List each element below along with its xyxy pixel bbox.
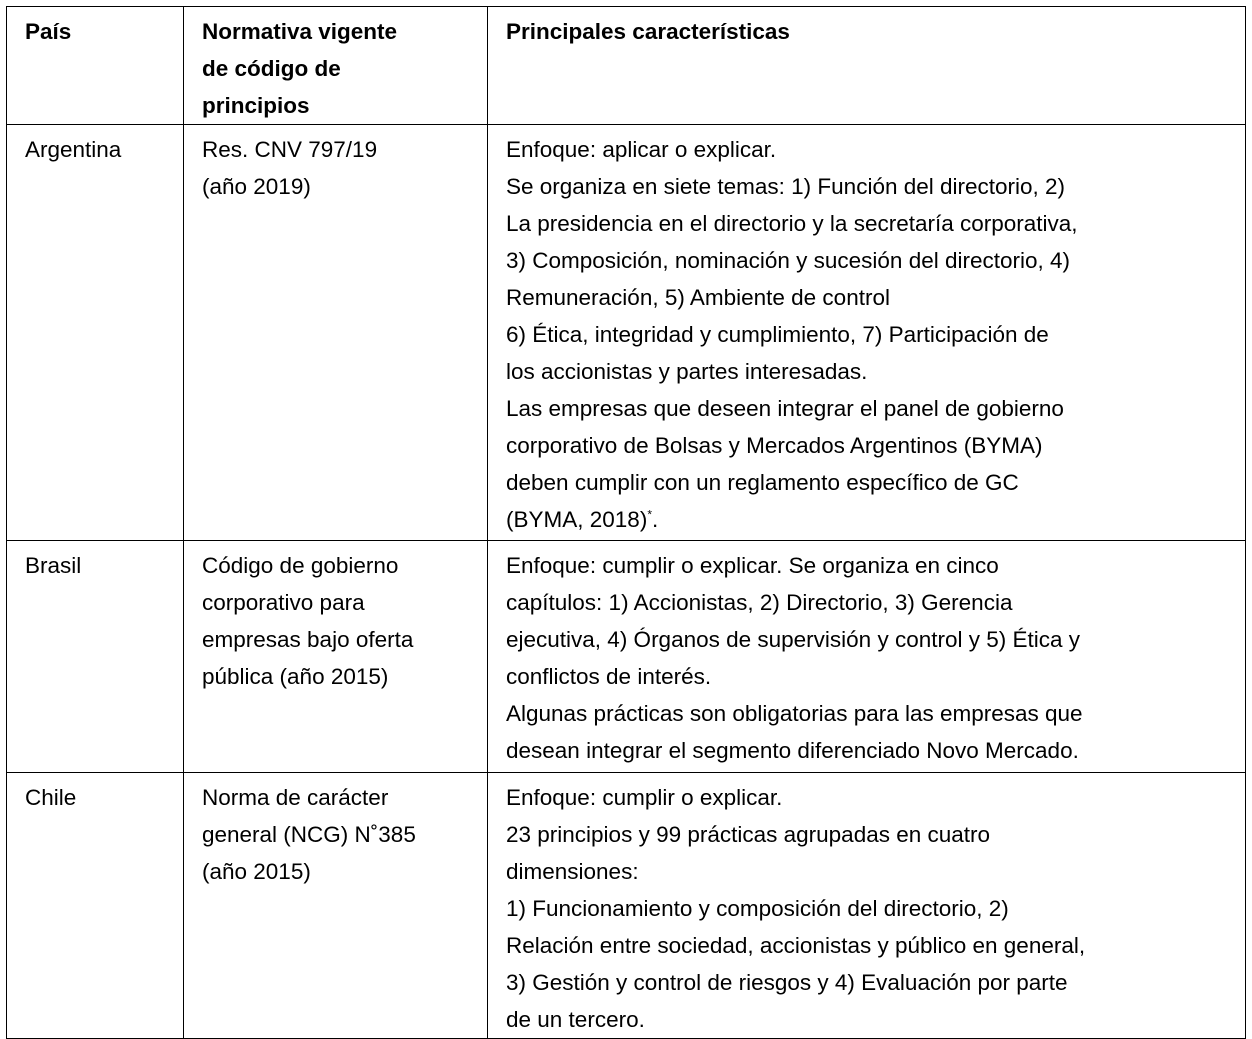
features-text: 3) Gestión y control de riesgos y 4) Evaluación por parte xyxy=(506,970,1068,995)
regulation-line: general (NCG) N˚385 xyxy=(202,822,416,847)
header-regulation-line: Normativa vigente xyxy=(202,19,398,44)
country-cell: Chile xyxy=(7,773,184,1039)
governance-codes-table xyxy=(6,6,1246,1039)
features-line xyxy=(506,816,1245,853)
features-text: 6) Ética, integridad y cumplimiento, 7) Participación de xyxy=(506,322,1049,347)
features-text: deben cumplir con un reglamento específico de GC xyxy=(506,470,1019,495)
features-line xyxy=(506,732,1245,769)
features-text: los accionistas y partes interesadas. xyxy=(506,359,868,384)
table-row xyxy=(7,125,1246,541)
features-line xyxy=(506,584,1245,621)
features-text: La presidencia en el directorio y la secretaría corporativa, xyxy=(506,211,1078,236)
features-cell xyxy=(488,773,1246,1039)
footnote-mark: * xyxy=(647,507,652,522)
features-line xyxy=(506,658,1245,695)
features-line xyxy=(506,427,1245,464)
features-line xyxy=(506,1001,1245,1038)
country-cell: Argentina xyxy=(7,125,184,541)
regulation-line: Código de gobierno xyxy=(202,553,399,578)
features-line xyxy=(506,205,1245,242)
features-line xyxy=(506,316,1245,353)
features-line xyxy=(506,131,1245,168)
features-text: Las empresas que deseen integrar el panel de gobierno xyxy=(506,396,1064,421)
features-text: corporativo de Bolsas y Mercados Argentinos (BYMA) xyxy=(506,433,1043,458)
features-text: 3) Composición, nominación y sucesión del directorio, 4) xyxy=(506,248,1071,273)
header-row xyxy=(7,7,1246,125)
regulation-line: (año 2019) xyxy=(202,174,311,199)
features-line xyxy=(506,779,1245,816)
regulation-cell xyxy=(184,773,488,1039)
features-text: Relación entre sociedad, accionistas y público en general, xyxy=(506,933,1086,958)
features-line xyxy=(506,695,1245,732)
features-text: de un tercero. xyxy=(506,1007,645,1032)
features-line xyxy=(506,242,1245,279)
features-cell xyxy=(488,541,1246,773)
features-line xyxy=(506,964,1245,1001)
features-line xyxy=(506,853,1245,890)
features-text: capítulos: 1) Accionistas, 2) Directorio, 3) Gerencia xyxy=(506,590,1013,615)
features-line xyxy=(506,168,1245,205)
country-cell: Brasil xyxy=(7,541,184,773)
features-text: (BYMA, 2018) xyxy=(506,507,648,532)
regulation-line: pública (año 2015) xyxy=(202,664,389,689)
features-line xyxy=(506,279,1245,316)
features-text: Algunas prácticas son obligatorias para las empresas que xyxy=(506,701,1083,726)
features-line xyxy=(506,464,1245,501)
features-line xyxy=(506,501,1245,538)
table-row xyxy=(7,773,1246,1039)
table-row xyxy=(7,541,1246,773)
features-text: ejecutiva, 4) Órganos de supervisión y control y 5) Ética y xyxy=(506,627,1081,652)
features-text: conflictos de interés. xyxy=(506,664,712,689)
header-features: Principales características xyxy=(488,7,1246,125)
features-line xyxy=(506,353,1245,390)
regulation-line: corporativo para xyxy=(202,590,365,615)
features-line xyxy=(506,927,1245,964)
header-regulation xyxy=(184,7,488,125)
features-text: Enfoque: aplicar o explicar. xyxy=(506,137,777,162)
header-country: País xyxy=(7,7,184,125)
features-text: 1) Funcionamiento y composición del directorio, 2) xyxy=(506,896,1009,921)
features-cell xyxy=(488,125,1246,541)
features-text: Remuneración, 5) Ambiente de control xyxy=(506,285,890,310)
features-line xyxy=(506,621,1245,658)
header-regulation-line: principios xyxy=(202,93,310,118)
features-text: Enfoque: cumplir o explicar. Se organiza en cinco xyxy=(506,553,999,578)
regulation-line: Res. CNV 797/19 xyxy=(202,137,378,162)
regulation-line: Norma de carácter xyxy=(202,785,389,810)
features-text: Enfoque: cumplir o explicar. xyxy=(506,785,783,810)
features-text: dimensiones: xyxy=(506,859,639,884)
header-regulation-line: de código de xyxy=(202,56,341,81)
features-line xyxy=(506,890,1245,927)
regulation-cell xyxy=(184,541,488,773)
regulation-line: empresas bajo oferta xyxy=(202,627,414,652)
regulation-line: (año 2015) xyxy=(202,859,311,884)
features-text: 23 principios y 99 prácticas agrupadas en cuatro xyxy=(506,822,991,847)
footnote-end: . xyxy=(651,507,659,532)
features-text: desean integrar el segmento diferenciado Novo Mercado. xyxy=(506,738,1079,763)
features-line xyxy=(506,390,1245,427)
regulation-cell xyxy=(184,125,488,541)
features-line xyxy=(506,547,1245,584)
features-text: Se organiza en siete temas: 1) Función del directorio, 2) xyxy=(506,174,1066,199)
